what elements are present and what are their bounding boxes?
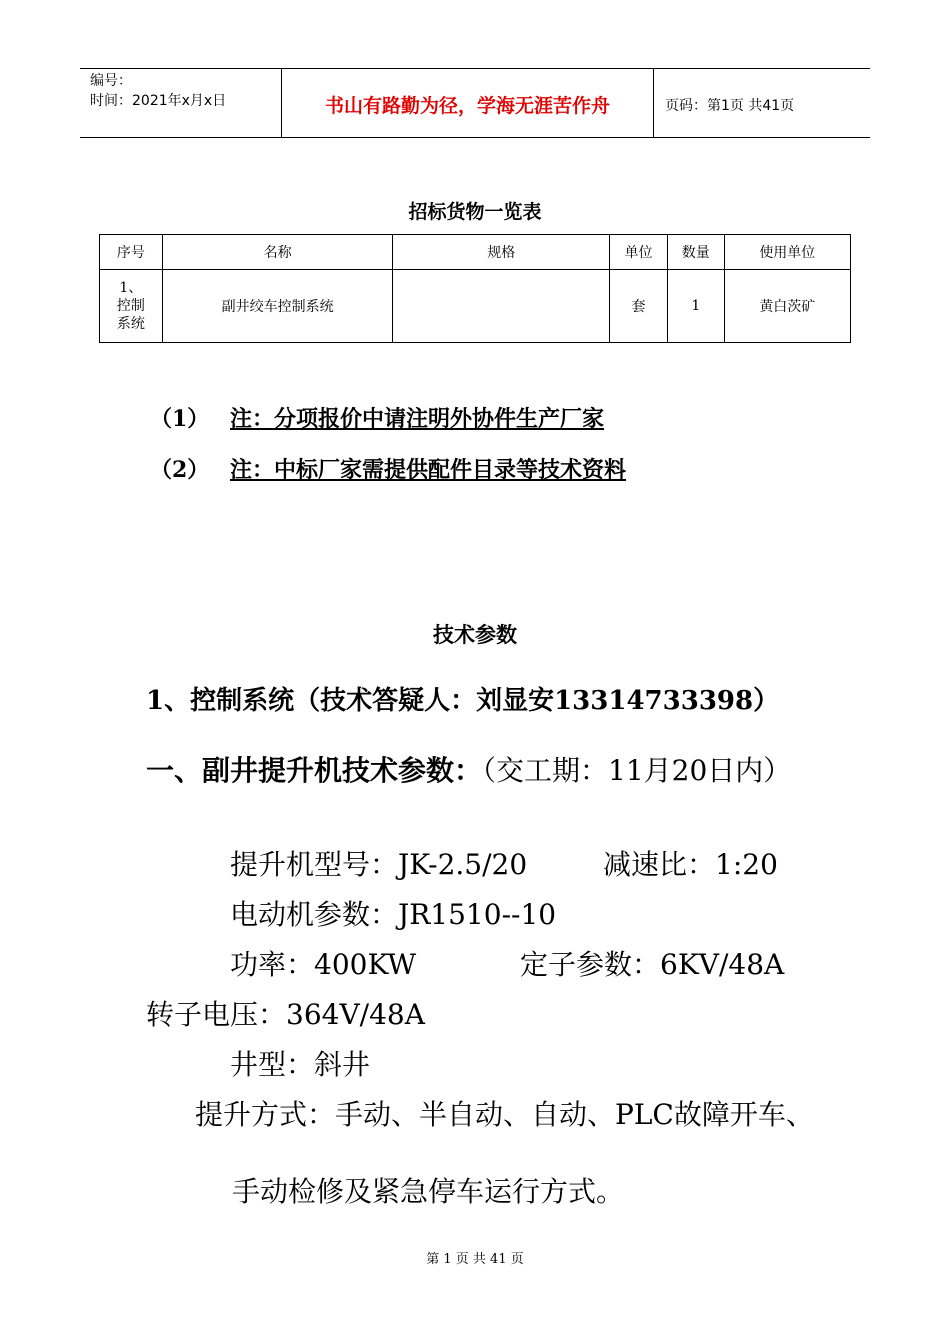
param-model: 提升机型号：JK-2.5/20 [230,848,528,881]
column-header: 单位 [610,235,668,270]
note-text: 注：分项报价中请注明外协件生产厂家 [230,406,605,432]
page-footer: 第 1 页 共 41 页 [426,1252,524,1267]
section-2-title: 一、副井提升机技术参数： [146,754,483,787]
param-motor: 电动机参数：JR1510--10 [230,898,557,931]
goods-table-title: 招标货物一览表 [408,201,542,223]
table-row [100,270,851,343]
column-header: 序号 [100,235,163,270]
header-divider [653,69,654,137]
goods-table [99,234,851,343]
param-power: 功率：400KW [230,948,417,981]
cell-user: 黄白茨矿 [724,270,850,343]
param-ratio: 减速比：1:20 [603,848,778,881]
param-mode-line2: 手动检修及紧急停车运行方式。 [232,1175,625,1208]
param-shaft: 井型：斜井 [230,1048,371,1081]
section-1-heading: 1、控制系统（技术答疑人：刘显安13314733398） [146,686,780,716]
param-mode-line1: 提升方式：手动、半自动、自动、PLC故障开车、 [195,1098,814,1131]
column-header: 名称 [162,235,393,270]
cell-seq: 1、 控制 系统 [100,270,163,343]
cell-qty: 1 [667,270,724,343]
note-2 [150,453,626,484]
page-header [80,68,870,138]
note-text: 注：中标厂家需提供配件目录等技术资料 [230,457,627,483]
cell-name: 副井绞车控制系统 [162,270,393,343]
date-label: 时间：2021年x月x日 [90,93,227,109]
column-header: 数量 [667,235,724,270]
section-2-heading [146,746,826,796]
cell-spec [393,270,610,343]
param-stator: 定子参数：6KV/48A [520,948,785,981]
table-header-row [100,235,851,270]
note-label: （1） [150,406,210,432]
header-page-info: 页码：第1页 共41页 [665,98,795,114]
tech-title: 技术参数 [433,622,517,647]
note-1 [150,402,604,433]
param-rotor: 转子电压：364V/48A [146,998,425,1031]
section-2-deadline: （交工期：11月20日内） [482,754,792,787]
cell-unit: 套 [610,270,668,343]
column-header: 规格 [393,235,610,270]
note-label: （2） [150,457,210,483]
number-label: 编号： [90,73,132,89]
header-motto: 书山有路勤为径，学海无涯苦作舟 [324,95,610,117]
column-header: 使用单位 [724,235,850,270]
header-meta [90,71,226,111]
